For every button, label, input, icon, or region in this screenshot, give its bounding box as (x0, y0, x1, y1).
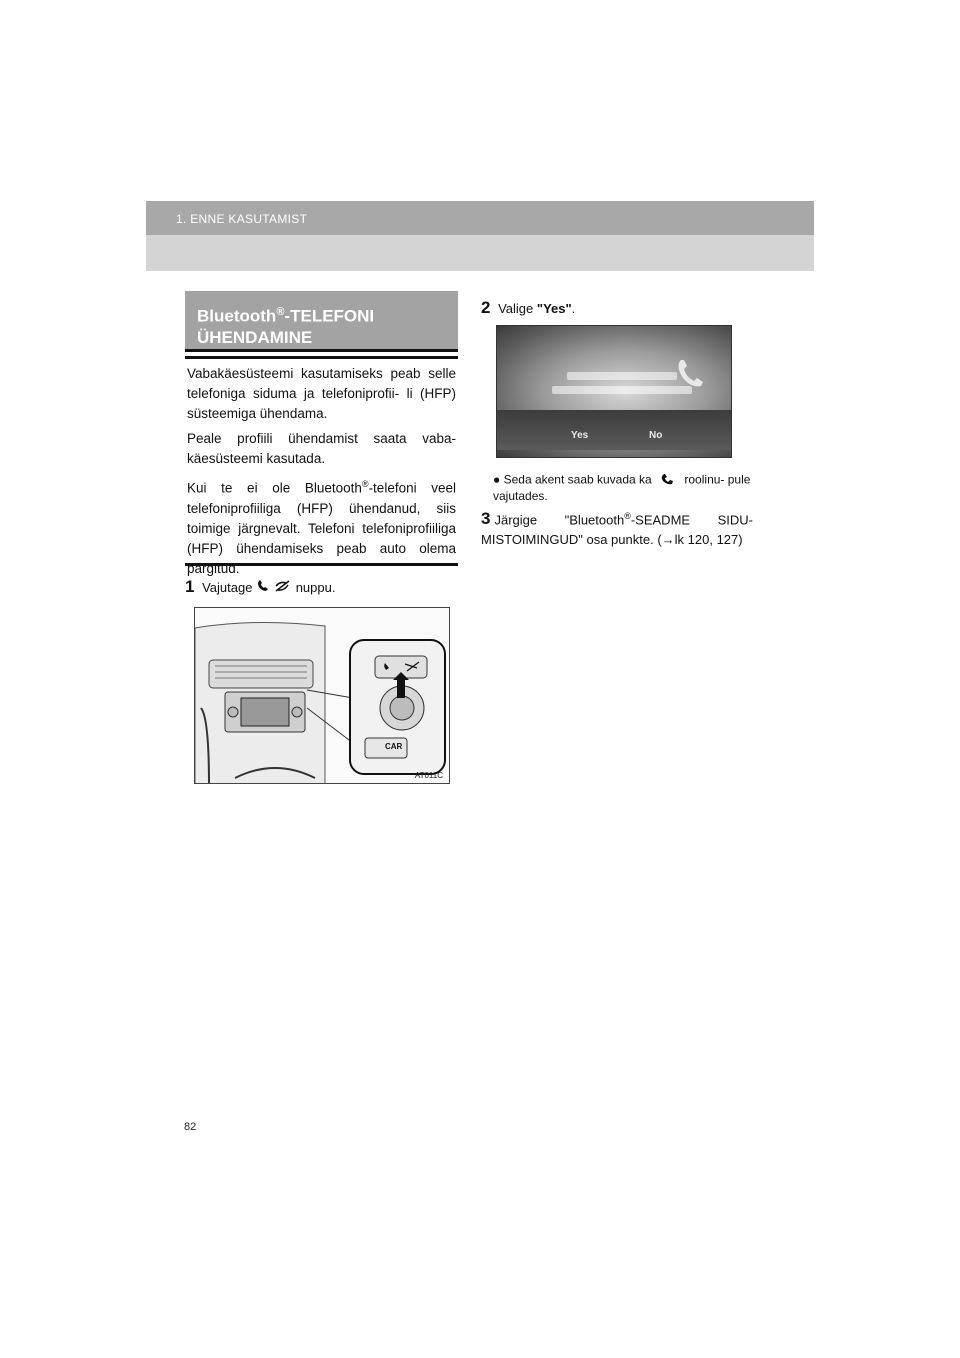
step-1 (185, 578, 335, 598)
intro-box (185, 356, 458, 576)
intro-p3-reg: ® (361, 479, 369, 489)
title-line1-rest: -TELEFONI (284, 306, 375, 326)
bullet-text-after: roolinu- pule vajutades. (493, 472, 751, 503)
screen-button-band (497, 410, 731, 450)
step-3-text-c: lk 120, 127) (674, 532, 743, 548)
chapter-header-bar (146, 201, 814, 235)
step-2-text-after: . (571, 301, 576, 316)
step-1-text-before: Vajutage (202, 580, 253, 595)
section-title (185, 291, 458, 352)
intro-paragraph-1: Vabakäesüsteemi kasutamiseks peab selle telefoniga siduma ja telefoniprofii- li (HFP) süsteemiga ühendama. (187, 366, 456, 421)
figure-1-code: AT011C (414, 771, 443, 780)
screen-message-line-2 (552, 386, 692, 394)
screen-message-line-1 (567, 372, 677, 380)
title-reg-mark: ® (276, 306, 285, 318)
step-3-text-a: Järgige "Bluetooth (494, 512, 625, 528)
intro-p3-a: Kui te ei ole Bluetooth (187, 480, 362, 496)
dashboard-illustration (194, 607, 450, 784)
intro-paragraph-3 (187, 474, 456, 579)
dashboard-drawing (195, 608, 450, 784)
screen-photo (496, 325, 732, 458)
bullet-symbol: ● (493, 472, 501, 487)
bullet-note (493, 472, 753, 504)
intro-paragraph-2: Peale profiili ühendamist saata vaba- käesüsteemi kasutada. (187, 431, 456, 466)
title-line2: ÜHENDAMINE (197, 327, 313, 347)
step-3-number: 3 (481, 509, 491, 529)
step-1-number: 1 (185, 577, 195, 596)
step-2-number: 2 (481, 298, 491, 317)
page-number: 82 (184, 1121, 197, 1133)
phone-voice-button-icon (256, 579, 292, 598)
intro-p3-b: -telefoni veel telefoniprofiiliga (HFP) ühendanud, siis toimige järgnevalt. Telefoni telefoniprofiiliga (HFP) ühendamiseks peab auto olema pargitud. (187, 480, 457, 576)
screen-no-button: No (649, 430, 663, 441)
step-2-text-before: Valige (498, 301, 534, 316)
step-3 (481, 506, 753, 550)
step-2 (481, 299, 575, 318)
step-3-arrow: → (661, 532, 675, 548)
steering-phone-icon (655, 472, 681, 489)
bullet-text-before: Seda akent saab kuvada ka (503, 472, 652, 487)
step-3-reg: ® (624, 511, 631, 521)
step-1-text-after: nuppu. (295, 580, 336, 595)
step-2-yes-label: "Yes" (536, 301, 572, 316)
chapter-header-subbar (146, 235, 814, 271)
title-line1-main: Bluetooth (197, 306, 277, 326)
step-3-text-b: -SEADME SIDU- MISTOIMINGUD" osa punkte. ( (481, 512, 754, 548)
chapter-title: 1. ENNE KASUTAMIST (176, 212, 308, 226)
car-button-label: CAR (385, 742, 403, 751)
screen-yes-button: Yes (571, 430, 589, 441)
